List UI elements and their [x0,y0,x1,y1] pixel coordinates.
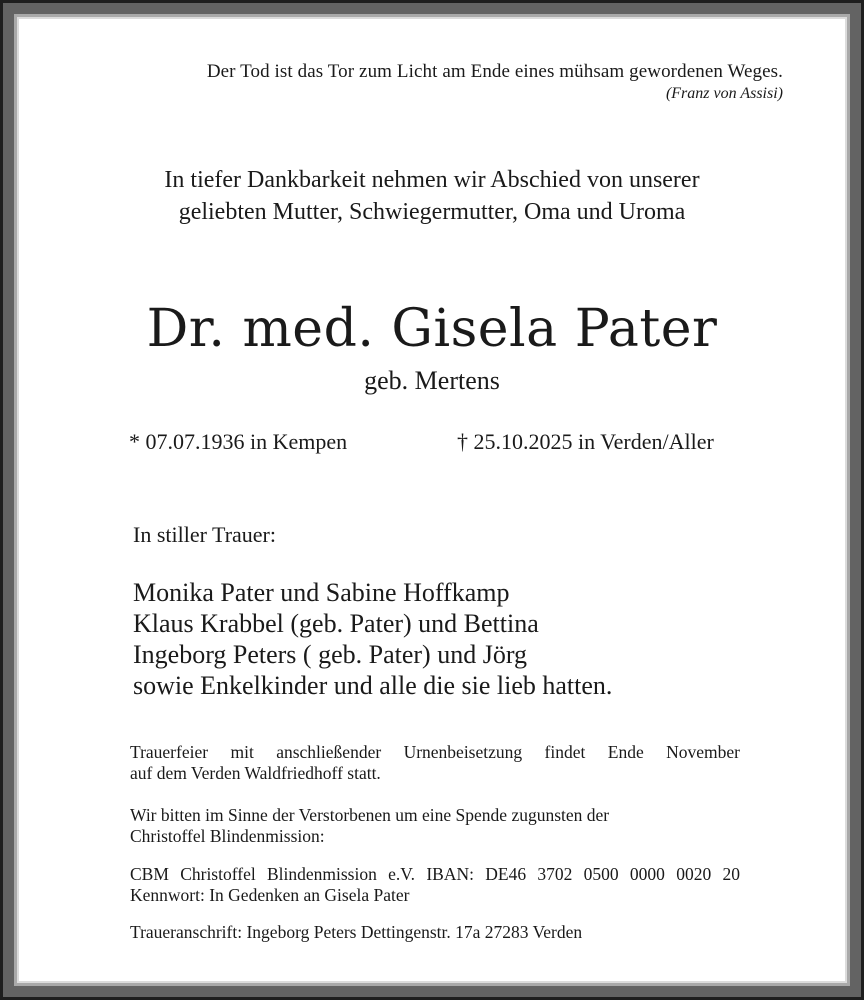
obituary-page [19,19,845,981]
epigraph-quote: Der Tod ist das Tor zum Licht am Ende eines mühsam gewordenen Weges. [206,61,783,82]
birth-date-place: * 07.07.1936 in Kempen [129,429,348,454]
deceased-name: Dr. med. Gisela Pater [146,299,718,359]
obituary-frame-inner [17,17,847,983]
donation-line-1: Wir bitten im Sinne der Verstorbenen um eine Spende zugunsten der [130,805,610,825]
mourning-address: Traueranschrift: Ingeborg Peters Dettingenstr. 17a 27283 Verden [130,922,583,942]
mourner-line: Ingeborg Peters ( geb. Pater) und Jörg [133,640,528,669]
mourner-line: Klaus Krabbel (geb. Pater) und Bettina [133,609,539,638]
death-date-place: † 25.10.2025 in Verden/Aller [457,429,714,454]
ceremony-line-1: Trauerfeier mit anschließender Urnenbeisetzung findet Ende November [130,742,740,762]
epigraph-author: (Franz von Assisi) [665,85,783,102]
maiden-name: geb. Mertens [364,366,500,395]
ceremony-line-2: auf dem Verden Waldfriedhoff statt. [130,763,381,783]
donation-line-2: Christoffel Blindenmission: [130,826,325,846]
intro-line-2: geliebten Mutter, Schwiegermutter, Oma und Uroma [178,199,686,225]
intro-line-1: In tiefer Dankbarkeit nehmen wir Abschied von unserer [164,167,700,193]
mourner-line: sowie Enkelkinder und alle die sie lieb hatten. [133,671,613,700]
bank-line-iban: CBM Christoffel Blindenmission e.V. IBAN: DE46 3702 0500 0000 0020 20 [130,864,740,884]
ceremony-info [130,742,740,784]
intro-text [19,164,845,228]
mourners-list [133,577,612,701]
mourner-line: Monika Pater und Sabine Hoffkamp [133,578,510,607]
mourning-label: In stiller Trauer: [133,522,276,547]
obituary-frame-mid [14,14,850,986]
bank-line-keyword: Kennwort: In Gedenken an Gisela Pater [130,885,410,905]
bank-details [130,864,740,906]
donation-request [130,805,740,847]
